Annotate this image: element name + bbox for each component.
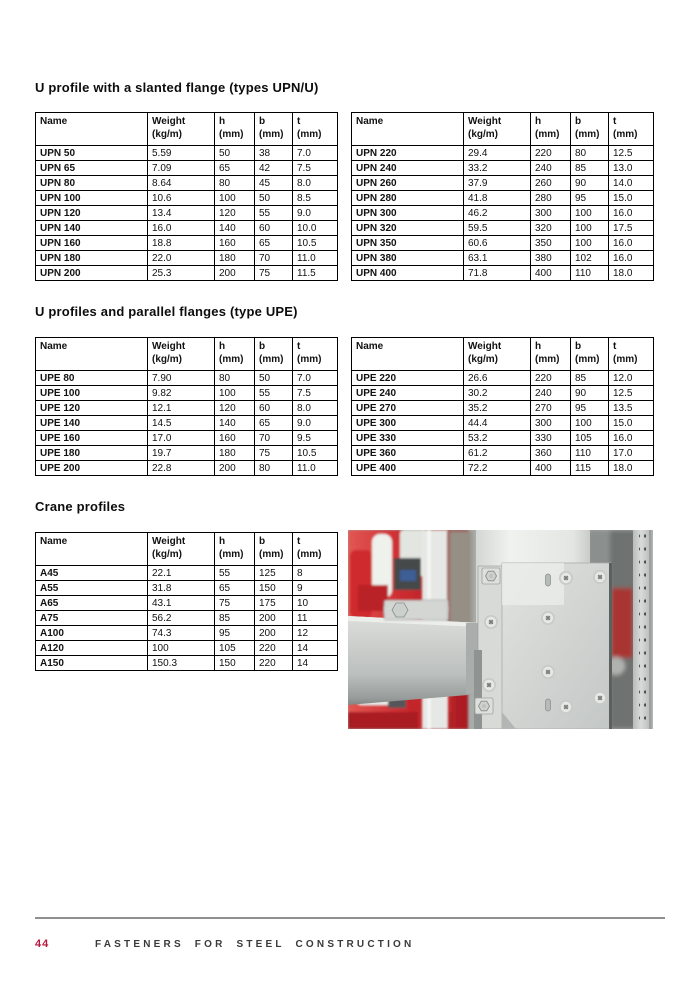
value-cell: 10.0 [293, 221, 338, 236]
value-cell: 11.5 [293, 266, 338, 281]
value-cell: 42 [255, 161, 293, 176]
column-header-b: b (mm) [571, 113, 609, 146]
value-cell: 100 [148, 641, 215, 656]
value-cell: 7.0 [293, 371, 338, 386]
column-header-name: Name [36, 533, 148, 566]
profile-name-cell: UPN 50 [36, 146, 148, 161]
value-cell: 105 [215, 641, 255, 656]
upe-table-right [351, 337, 654, 476]
value-cell: 17.5 [609, 221, 654, 236]
value-cell: 75 [255, 266, 293, 281]
value-cell: 14.0 [609, 176, 654, 191]
value-cell: 12.1 [148, 401, 215, 416]
value-cell: 160 [215, 431, 255, 446]
table-row [36, 401, 338, 416]
column-header-h: h (mm) [531, 113, 571, 146]
perforated-column [633, 530, 653, 729]
table-row [36, 236, 338, 251]
upn-table-left [35, 112, 338, 281]
column-header-b: b (mm) [571, 338, 609, 371]
value-cell: 120 [215, 401, 255, 416]
profile-name-cell: UPE 200 [36, 461, 148, 476]
profile-name-cell: A120 [36, 641, 148, 656]
value-cell: 10.5 [293, 446, 338, 461]
value-cell: 400 [531, 266, 571, 281]
footer-rule [35, 917, 665, 919]
value-cell: 75 [215, 596, 255, 611]
value-cell: 38 [255, 146, 293, 161]
value-cell: 7.90 [148, 371, 215, 386]
table-row [352, 206, 654, 221]
value-cell: 46.2 [464, 206, 531, 221]
value-cell: 150 [255, 581, 293, 596]
value-cell: 50 [255, 371, 293, 386]
value-cell: 72.2 [464, 461, 531, 476]
profile-name-cell: UPN 400 [352, 266, 464, 281]
value-cell: 55 [215, 566, 255, 581]
value-cell: 29.4 [464, 146, 531, 161]
value-cell: 13.5 [609, 401, 654, 416]
profile-name-cell: UPE 140 [36, 416, 148, 431]
value-cell: 9 [293, 581, 338, 596]
header-row [36, 533, 338, 566]
column-header-name: Name [36, 338, 148, 371]
value-cell: 19.7 [148, 446, 215, 461]
value-cell: 13.0 [609, 161, 654, 176]
value-cell: 7.0 [293, 146, 338, 161]
value-cell: 75 [255, 446, 293, 461]
profile-name-cell: UPN 220 [352, 146, 464, 161]
profile-name-cell: UPE 360 [352, 446, 464, 461]
table-row [36, 566, 338, 581]
value-cell: 85 [571, 371, 609, 386]
table-row [352, 176, 654, 191]
value-cell: 59.5 [464, 221, 531, 236]
header-row [352, 338, 654, 371]
value-cell: 150.3 [148, 656, 215, 671]
column-header-b: b (mm) [255, 113, 293, 146]
value-cell: 85 [571, 161, 609, 176]
value-cell: 15.0 [609, 416, 654, 431]
profile-name-cell: UPE 80 [36, 371, 148, 386]
table-row [36, 251, 338, 266]
value-cell: 26.6 [464, 371, 531, 386]
profile-name-cell: UPN 180 [36, 251, 148, 266]
profile-name-cell: UPE 160 [36, 431, 148, 446]
profile-name-cell: A100 [36, 626, 148, 641]
profile-name-cell: UPE 400 [352, 461, 464, 476]
footer-title: FASTENERS FOR STEEL CONSTRUCTION [95, 939, 415, 950]
value-cell: 100 [215, 386, 255, 401]
value-cell: 300 [531, 416, 571, 431]
value-cell: 10.6 [148, 191, 215, 206]
value-cell: 16.0 [609, 206, 654, 221]
profile-name-cell: UPE 220 [352, 371, 464, 386]
value-cell: 70 [255, 431, 293, 446]
profile-name-cell: UPE 100 [36, 386, 148, 401]
value-cell: 16.0 [609, 251, 654, 266]
table-row [352, 431, 654, 446]
profile-name-cell: A150 [36, 656, 148, 671]
value-cell: 18.8 [148, 236, 215, 251]
table-row [36, 176, 338, 191]
table-row [352, 401, 654, 416]
value-cell: 50 [215, 146, 255, 161]
value-cell: 100 [571, 206, 609, 221]
value-cell: 74.3 [148, 626, 215, 641]
value-cell: 300 [531, 206, 571, 221]
value-cell: 80 [215, 371, 255, 386]
upe-table-left [35, 337, 338, 476]
table-row [352, 146, 654, 161]
table-row [352, 461, 654, 476]
value-cell: 125 [255, 566, 293, 581]
column-header-name: Name [352, 338, 464, 371]
profile-name-cell: UPN 160 [36, 236, 148, 251]
value-cell: 11 [293, 611, 338, 626]
value-cell: 43.1 [148, 596, 215, 611]
profile-name-cell: UPN 140 [36, 221, 148, 236]
crane-table [35, 532, 338, 671]
value-cell: 95 [215, 626, 255, 641]
value-cell: 41.8 [464, 191, 531, 206]
value-cell: 16.0 [148, 221, 215, 236]
table-row [36, 611, 338, 626]
table-row [352, 371, 654, 386]
value-cell: 80 [255, 461, 293, 476]
table-row [352, 446, 654, 461]
value-cell: 140 [215, 416, 255, 431]
value-cell: 200 [215, 461, 255, 476]
value-cell: 120 [215, 206, 255, 221]
value-cell: 400 [531, 461, 571, 476]
profile-name-cell: UPN 380 [352, 251, 464, 266]
profile-name-cell: UPN 80 [36, 176, 148, 191]
value-cell: 90 [571, 386, 609, 401]
section-title-crane: Crane profiles [35, 499, 126, 514]
value-cell: 9.82 [148, 386, 215, 401]
table-row [36, 581, 338, 596]
profile-name-cell: UPN 200 [36, 266, 148, 281]
value-cell: 37.9 [464, 176, 531, 191]
steel-connection-photo-graphic [348, 530, 653, 729]
column-header-weight: Weight (kg/m) [148, 533, 215, 566]
column-header-t: t (mm) [609, 113, 654, 146]
value-cell: 14 [293, 656, 338, 671]
table-row [36, 221, 338, 236]
value-cell: 270 [531, 401, 571, 416]
value-cell: 65 [215, 581, 255, 596]
profile-name-cell: UPN 240 [352, 161, 464, 176]
value-cell: 17.0 [148, 431, 215, 446]
table-row [352, 191, 654, 206]
value-cell: 44.4 [464, 416, 531, 431]
table-row [352, 236, 654, 251]
section-title-upe: U profiles and parallel flanges (type UPE) [35, 304, 298, 319]
table-row [36, 206, 338, 221]
section-title-upn: U profile with a slanted flange (types UPN/U) [35, 80, 319, 95]
value-cell: 30.2 [464, 386, 531, 401]
value-cell: 60.6 [464, 236, 531, 251]
table-row [352, 161, 654, 176]
column-header-weight: Weight (kg/m) [148, 338, 215, 371]
value-cell: 14.5 [148, 416, 215, 431]
value-cell: 320 [531, 221, 571, 236]
column-header-b: b (mm) [255, 533, 293, 566]
value-cell: 12.5 [609, 146, 654, 161]
value-cell: 35.2 [464, 401, 531, 416]
column-header-name: Name [36, 113, 148, 146]
value-cell: 220 [531, 146, 571, 161]
value-cell: 55 [255, 386, 293, 401]
value-cell: 160 [215, 236, 255, 251]
value-cell: 17.0 [609, 446, 654, 461]
value-cell: 7.09 [148, 161, 215, 176]
upn-table-right [351, 112, 654, 281]
value-cell: 360 [531, 446, 571, 461]
column-header-weight: Weight (kg/m) [464, 338, 531, 371]
value-cell: 13.4 [148, 206, 215, 221]
value-cell: 110 [571, 266, 609, 281]
profile-name-cell: A65 [36, 596, 148, 611]
value-cell: 200 [255, 626, 293, 641]
value-cell: 8.0 [293, 176, 338, 191]
table-row [36, 641, 338, 656]
column-header-b: b (mm) [255, 338, 293, 371]
table-row [36, 386, 338, 401]
table-row [36, 146, 338, 161]
value-cell: 380 [531, 251, 571, 266]
table-row [352, 416, 654, 431]
value-cell: 9.0 [293, 416, 338, 431]
value-cell: 31.8 [148, 581, 215, 596]
table-row [36, 266, 338, 281]
value-cell: 11.0 [293, 461, 338, 476]
profile-name-cell: UPN 350 [352, 236, 464, 251]
header-row [36, 113, 338, 146]
value-cell: 220 [531, 371, 571, 386]
table-row [36, 416, 338, 431]
column-header-h: h (mm) [215, 533, 255, 566]
value-cell: 22.1 [148, 566, 215, 581]
value-cell: 10 [293, 596, 338, 611]
profile-name-cell: UPN 120 [36, 206, 148, 221]
value-cell: 61.2 [464, 446, 531, 461]
profile-name-cell: UPE 330 [352, 431, 464, 446]
value-cell: 150 [215, 656, 255, 671]
value-cell: 220 [255, 656, 293, 671]
column-header-h: h (mm) [215, 338, 255, 371]
table-row [36, 656, 338, 671]
column-header-h: h (mm) [531, 338, 571, 371]
value-cell: 65 [255, 236, 293, 251]
value-cell: 280 [531, 191, 571, 206]
value-cell: 100 [571, 236, 609, 251]
value-cell: 95 [571, 401, 609, 416]
profile-name-cell: UPN 65 [36, 161, 148, 176]
value-cell: 63.1 [464, 251, 531, 266]
profile-name-cell: UPN 320 [352, 221, 464, 236]
table-row [36, 431, 338, 446]
value-cell: 18.0 [609, 461, 654, 476]
table-row [352, 386, 654, 401]
value-cell: 22.0 [148, 251, 215, 266]
table-row [352, 266, 654, 281]
value-cell: 100 [571, 416, 609, 431]
profile-name-cell: UPE 180 [36, 446, 148, 461]
column-header-t: t (mm) [293, 533, 338, 566]
value-cell: 65 [255, 416, 293, 431]
value-cell: 33.2 [464, 161, 531, 176]
profile-name-cell: UPN 280 [352, 191, 464, 206]
profile-name-cell: UPE 300 [352, 416, 464, 431]
profile-name-cell: UPN 100 [36, 191, 148, 206]
value-cell: 220 [255, 641, 293, 656]
value-cell: 200 [215, 266, 255, 281]
gusset-plate [502, 563, 612, 729]
value-cell: 102 [571, 251, 609, 266]
value-cell: 12.5 [609, 386, 654, 401]
value-cell: 8.5 [293, 191, 338, 206]
value-cell: 45 [255, 176, 293, 191]
table-row [36, 461, 338, 476]
value-cell: 60 [255, 401, 293, 416]
value-cell: 9.5 [293, 431, 338, 446]
value-cell: 16.0 [609, 236, 654, 251]
table-row [36, 596, 338, 611]
steel-connection-photo [348, 530, 653, 729]
value-cell: 100 [215, 191, 255, 206]
profile-name-cell: UPE 240 [352, 386, 464, 401]
value-cell: 80 [215, 176, 255, 191]
column-header-weight: Weight (kg/m) [464, 113, 531, 146]
profile-name-cell: UPE 270 [352, 401, 464, 416]
value-cell: 95 [571, 191, 609, 206]
value-cell: 330 [531, 431, 571, 446]
profile-name-cell: UPN 300 [352, 206, 464, 221]
value-cell: 5.59 [148, 146, 215, 161]
value-cell: 175 [255, 596, 293, 611]
column-header-weight: Weight (kg/m) [148, 113, 215, 146]
value-cell: 140 [215, 221, 255, 236]
page-number: 44 [35, 938, 50, 950]
value-cell: 16.0 [609, 431, 654, 446]
value-cell: 53.2 [464, 431, 531, 446]
value-cell: 12.0 [609, 371, 654, 386]
profile-name-cell: A45 [36, 566, 148, 581]
value-cell: 85 [215, 611, 255, 626]
value-cell: 9.0 [293, 206, 338, 221]
profile-name-cell: UPE 120 [36, 401, 148, 416]
value-cell: 200 [255, 611, 293, 626]
header-row [36, 338, 338, 371]
value-cell: 71.8 [464, 266, 531, 281]
value-cell: 7.5 [293, 386, 338, 401]
value-cell: 90 [571, 176, 609, 191]
value-cell: 8 [293, 566, 338, 581]
table-row [36, 626, 338, 641]
value-cell: 70 [255, 251, 293, 266]
value-cell: 25.3 [148, 266, 215, 281]
value-cell: 180 [215, 446, 255, 461]
column-header-h: h (mm) [215, 113, 255, 146]
value-cell: 115 [571, 461, 609, 476]
profile-name-cell: UPN 260 [352, 176, 464, 191]
value-cell: 105 [571, 431, 609, 446]
value-cell: 65 [215, 161, 255, 176]
value-cell: 110 [571, 446, 609, 461]
value-cell: 18.0 [609, 266, 654, 281]
value-cell: 60 [255, 221, 293, 236]
value-cell: 50 [255, 191, 293, 206]
value-cell: 55 [255, 206, 293, 221]
table-row [352, 221, 654, 236]
column-header-t: t (mm) [609, 338, 654, 371]
table-row [36, 446, 338, 461]
table-row [352, 251, 654, 266]
profile-name-cell: A55 [36, 581, 148, 596]
value-cell: 15.0 [609, 191, 654, 206]
header-row [352, 113, 654, 146]
value-cell: 11.0 [293, 251, 338, 266]
value-cell: 240 [531, 386, 571, 401]
column-header-name: Name [352, 113, 464, 146]
value-cell: 7.5 [293, 161, 338, 176]
value-cell: 240 [531, 161, 571, 176]
value-cell: 22.8 [148, 461, 215, 476]
value-cell: 14 [293, 641, 338, 656]
value-cell: 350 [531, 236, 571, 251]
table-row [36, 371, 338, 386]
value-cell: 56.2 [148, 611, 215, 626]
profile-name-cell: A75 [36, 611, 148, 626]
value-cell: 8.64 [148, 176, 215, 191]
table-row [36, 161, 338, 176]
value-cell: 80 [571, 146, 609, 161]
value-cell: 260 [531, 176, 571, 191]
value-cell: 100 [571, 221, 609, 236]
value-cell: 10.5 [293, 236, 338, 251]
column-header-t: t (mm) [293, 338, 338, 371]
value-cell: 8.0 [293, 401, 338, 416]
column-header-t: t (mm) [293, 113, 338, 146]
value-cell: 12 [293, 626, 338, 641]
value-cell: 180 [215, 251, 255, 266]
table-row [36, 191, 338, 206]
